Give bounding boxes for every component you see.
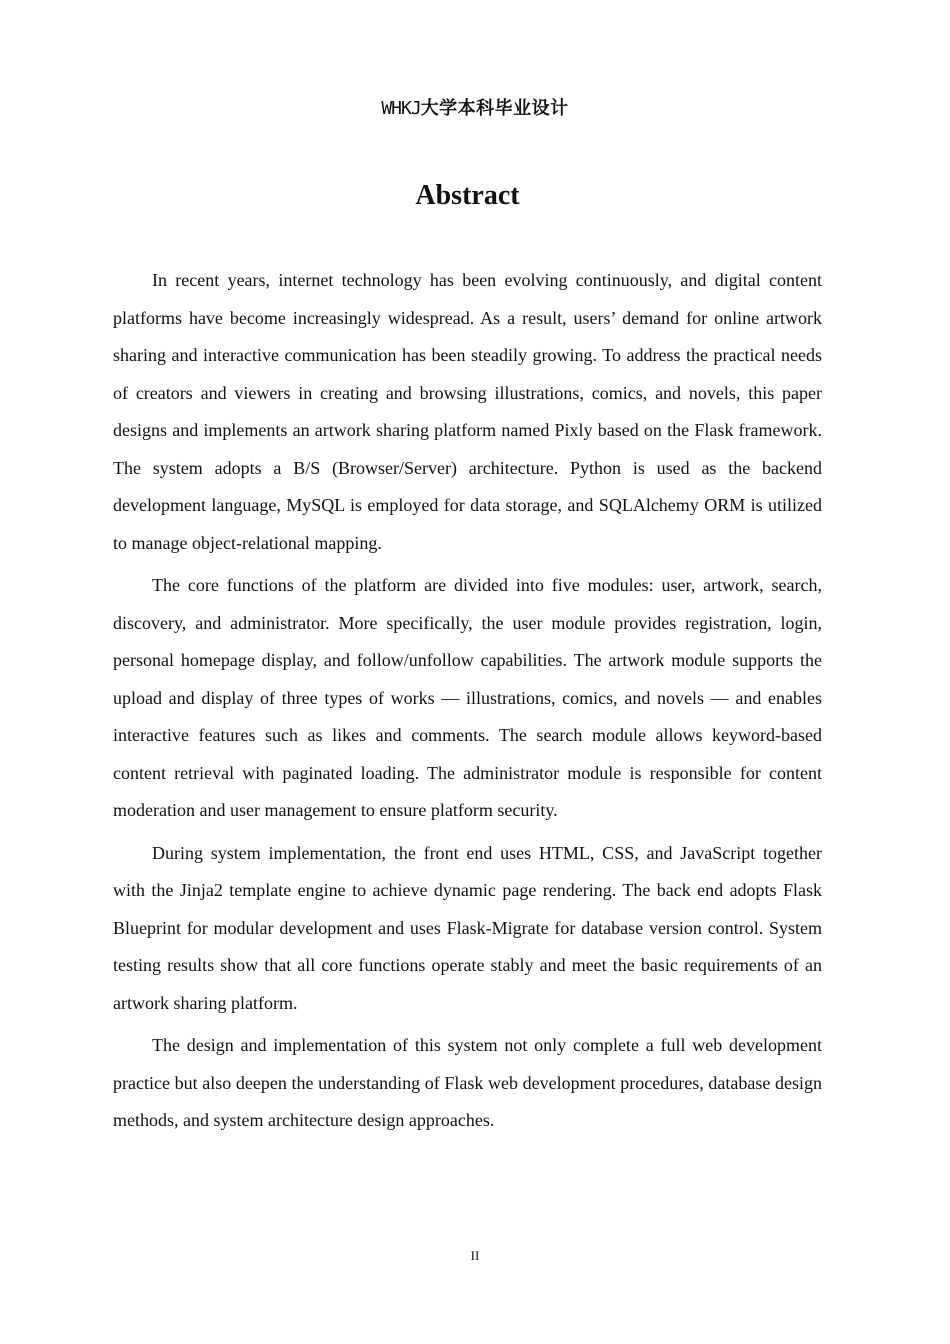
page-number: II — [470, 1248, 480, 1263]
running-header — [0, 94, 950, 120]
header-thesis-label: 大学本科毕业设计 — [420, 98, 569, 119]
abstract-paragraph-2: The core functions of the platform are divided into five modules: user, artwork, search, discovery, and administrator. More specifically, the user module provides registration, login, personal homepage display, and follow/unfollow capabilities. The artwork module supports the upload and display of three types of works — illustrations, comics, and novels — and enables interactive features such as likes and comments. The search module allows keyword‑based content retrieval with paginated loading. The administrator module is responsible for content moderation and user management to ensure platform security. — [113, 575, 822, 820]
header-university-code: WHKJ — [381, 98, 421, 119]
abstract-paragraph-4: The design and implementation of this system not only complete a full web development practice but also deepen the understanding of Flask web development procedures, database design methods, and system architecture design approaches. — [113, 1035, 822, 1130]
abstract-paragraph-1: In recent years, internet technology has been evolving continuously, and digital content platforms have become increasingly widespread. As a result, users’ demand for online artwork sharing and interactive communication has been steadily growing. To address the practical needs of creators and viewers in creating and browsing illustrations, comics, and novels, this paper designs and implements an artwork sharing platform named Pixly based on the Flask framework. The system adopts a B/S (Browser/Server) architecture. Python is used as the backend development language, MySQL is employed for data storage, and SQLAlchemy ORM is utilized to manage object‑relational mapping. — [113, 270, 822, 553]
abstract-title: Abstract — [415, 180, 520, 211]
abstract-paragraph-3: During system implementation, the front end uses HTML, CSS, and JavaScript together with the Jinja2 template engine to achieve dynamic page rendering. The back end adopts Flask Blueprint for modular development and uses Flask‑Migrate for database version control. System testing results show that all core functions operate stably and meet the basic requirements of an artwork sharing platform. — [113, 842, 822, 1013]
abstract-body — [113, 262, 822, 1140]
